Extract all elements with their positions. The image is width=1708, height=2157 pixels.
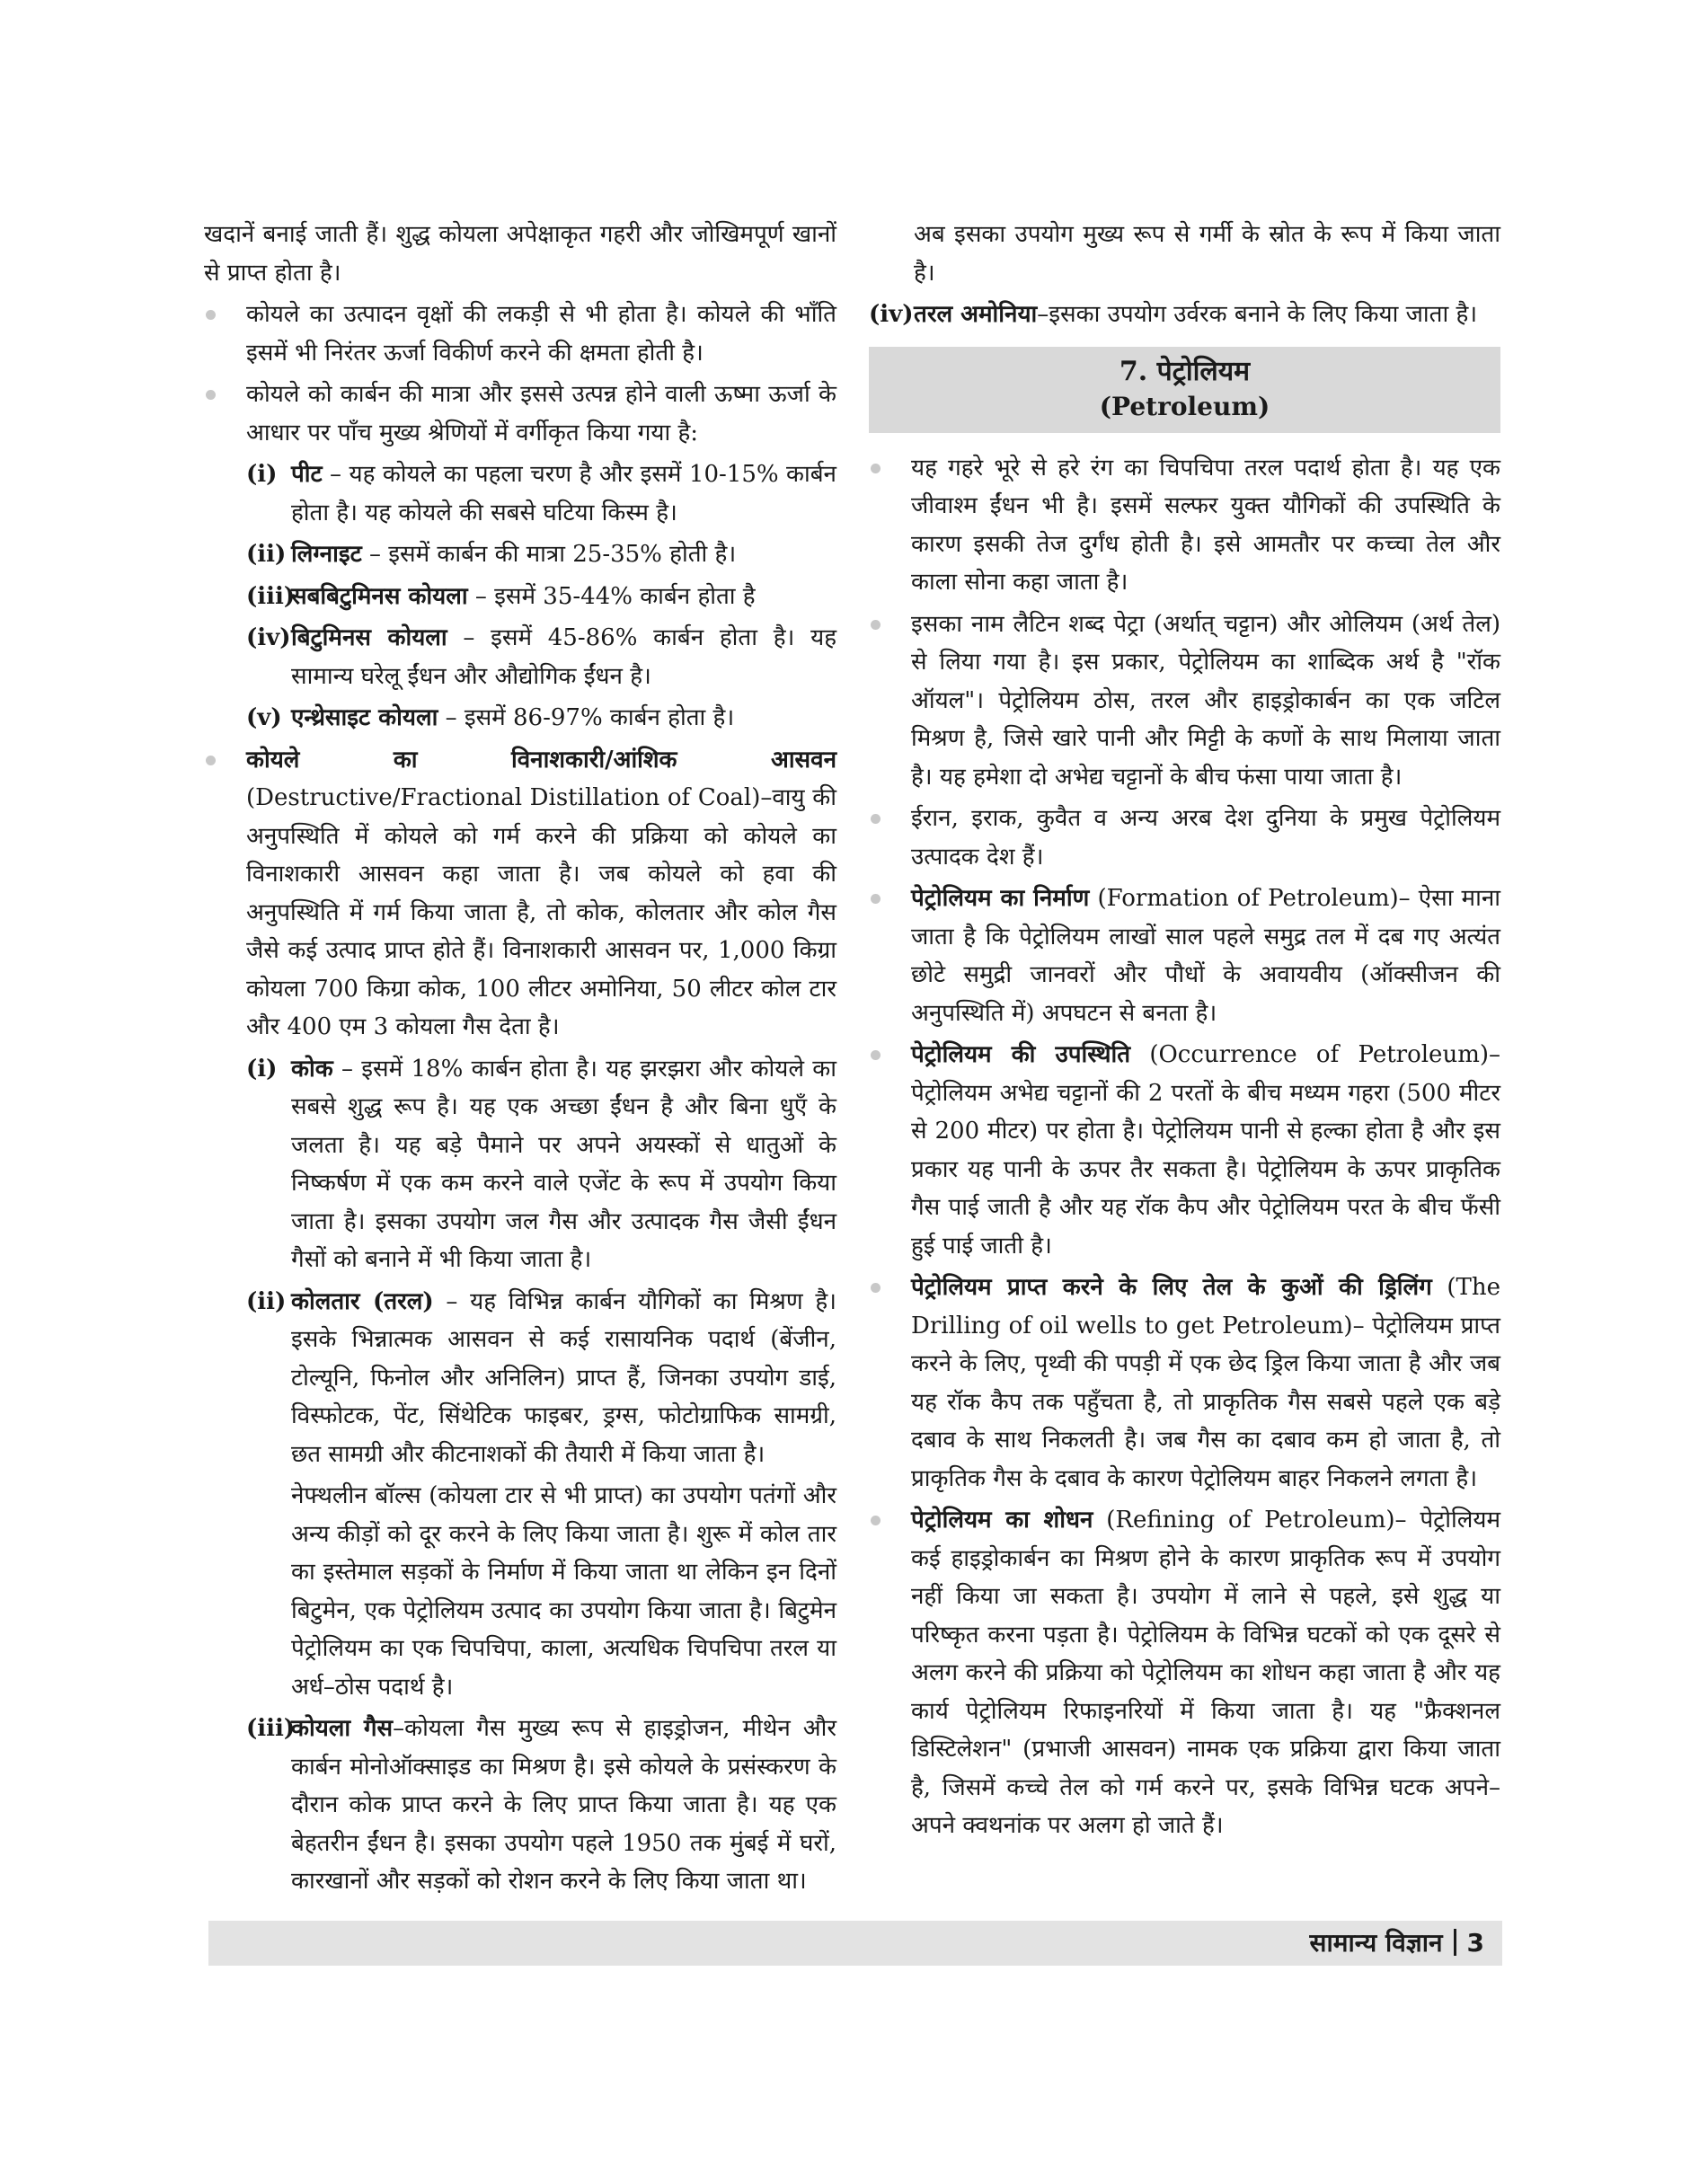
bullet-icon — [206, 756, 216, 765]
footer-subject: सामान्य विज्ञान — [1309, 1928, 1443, 1958]
list-item: कोयले का विनाशकारी/आंशिक आसवन (Destructive/Fractional Distillation of Coal)–वायु की अनुपस्थिति में कोयले को गर्म करने की प्रक्रिया को कोयले का विनाशकारी आसवन कहा जाता है। जब कोयले को हवा की अनुपस्थिति में गर्म किया जाता है, तो कोक, कोलतार और कोल गैस जैसे कई उत्पाद प्राप्त होते हैं। विनाशकारी आसवन पर, 1,000 किग्रा कोयला 700 किग्रा कोक, 100 लीटर अमोनिया, 50 लीटर कोल टार और 400 एम 3 कोयला गैस देता है। — [204, 741, 836, 1047]
coaltar-extra-paragraph: नेफ्थलीन बॉल्स (कोयला टार से भी प्राप्त) का उपयोग पतंगों और अन्य कीड़ों को दूर करने के लिए किया जाता है। शुरू में कोल तार का इस्तेमाल सड़कों के निर्माण में किया जाता था लेकिन इन दिनों बिटुमेन, एक पेट्रोलियम उत्पाद का उपयोग किया जाता है। बिटुमेन पेट्रोलियम का एक चिपचिपा, काला, अत्यधिक चिपचिपा तरल या अर्ध–ठोस पदार्थ है। — [291, 1482, 836, 1701]
bullet-icon — [871, 620, 881, 630]
coal-product-item: (iv) तरल अमोनिया–इसका उपयोग उर्वरक बनाने के लिए किया जाता है। — [869, 301, 1478, 328]
footer-divider — [1454, 1929, 1456, 1956]
bullet-icon — [871, 1516, 881, 1525]
section-subtitle: (Petroleum) — [1099, 391, 1270, 421]
coal-type-item: (v) एन्थ्रेसाइट कोयला – इसमें 86-97% कार्बन होता है। — [246, 704, 735, 731]
right-column — [869, 216, 1500, 1849]
list-item: पेट्रोलियम का शोधन (Refining of Petroleum)– पेट्रोलियम कई हाइड्रोकार्बन का मिश्रण होने के कारण प्राकृतिक रूप में उपयोग नहीं किया जा सकता है। उपयोग में लाने से पहले, इसे शुद्ध या परिष्कृत करना पड़ता है। पेट्रोलियम के विभिन्न घटकों को एक दूसरे से अलग करने की प्रक्रिया को पेट्रोलियम का शोधन कहा जाता है और यह कार्य पेट्रोलियम रिफाइनरियों में किया जाता है। यह "फ्रैक्शनल डिस्टिलेशन" (प्रभाजी आसवन) नामक एक प्रक्रिया द्वारा किया जाता है, जिसमें कच्चे तेल को गर्म करने पर, इसके विभिन्न घटक अपने–अपने क्वथनांक पर अलग हो जाते हैं। — [869, 1501, 1500, 1845]
section-title: 7. पेट्रोलियम — [1119, 355, 1251, 387]
list-item: यह गहरे भूरे से हरे रंग का चिपचिपा तरल पदार्थ होता है। यह एक जीवाश्म ईंधन भी है। इसमें सल्फर युक्त यौगिकों की उपस्थिति के कारण इसकी तेज दुर्गंध होती है। इसे आमतौर पर कच्चा तेल और काला सोना कहा जाता है। — [869, 449, 1500, 602]
footer-label — [1310, 1924, 1484, 1962]
list-item: ईरान, इराक, कुवैत व अन्य अरब देश दुनिया के प्रमुख पेट्रोलियम उत्पादक देश हैं। — [869, 800, 1500, 876]
coal-type-item: (ii) लिग्नाइट – इसमें कार्बन की मात्रा 25-35% होती है। — [246, 541, 737, 568]
list-item: कोयले का उत्पादन वृक्षों की लकड़ी से भी होता है। कोयले की भाँति इसमें भी निरंतर ऊर्जा विकीर्ण करने की क्षमता होती है। — [204, 296, 836, 372]
bullet-icon — [871, 814, 881, 824]
coal-type-item: (i) पीट – यह कोयले का पहला चरण है और इसमें 10-15% कार्बन होता है। यह कोयले की सबसे घटिया किस्म है। — [246, 461, 836, 526]
left-column — [204, 216, 836, 1905]
coal-type-item: (iii) सबबिटुमिनस कोयला – इसमें 35-44% कार्बन होता है — [246, 582, 756, 610]
list-item: इसका नाम लैटिन शब्द पेट्रा (अर्थात् चट्टान) और ओलियम (अर्थ तेल) से लिया गया है। इस प्रकार, पेट्रोलियम का शाब्दिक अर्थ है "रॉक ऑयल"। पेट्रोलियम ठोस, तरल और हाइड्रोकार्बन का एक जटिल मिश्रण है, जिसे खारे पानी और मिट्टी के कणों के साथ मिलाया जाता है। यह हमेशा दो अभेद्य चट्टानों के बीच फंसा पाया जाता है। — [869, 606, 1500, 797]
coal-product-item: (iii) कोयला गैस–कोयला गैस मुख्य रूप से हाइड्रोजन, मीथेन और कार्बन मोनोऑक्साइड का मिश्रण है। इसे कोयले के प्रसंस्करण के दौरान कोक प्राप्त करने के लिए प्राप्त किया जाता है। यह एक बेहतरीन ईंधन है। इसका उपयोग पहले 1950 तक मुंबई में घरों, कारखानों और सड़कों को रोशन करने के लिए किया जाता था। — [246, 1715, 836, 1895]
bullet-icon — [871, 464, 881, 473]
coal-product-item: (ii) कोलतार (तरल) – यह विभिन्न कार्बन यौगिकों का मिश्रण है। इसके भिन्नात्मक आसवन से कई रासायनिक पदार्थ (बेंजीन, टोल्यूनि, फिनोल और अनिलिन) प्राप्त हैं, जिनका उपयोग डाई, विस्फोटक, पेंट, सिंथेटिक फाइबर, ड्रग्स, फोटोग्राफिक सामग्री, छत सामग्री और कीटनाशकों की तैयारी में किया जाता है। — [246, 1287, 836, 1468]
bullet-icon — [871, 1283, 881, 1293]
list-item: पेट्रोलियम की उपस्थिति (Occurrence of Petroleum)–पेट्रोलियम अभेद्य चट्टानों की 2 परतों के बीच मध्यम गहरा (500 मीटर से 200 मीटर) पर होता है। पेट्रोलियम पानी से हल्का होता है और इस प्रकार यह पानी के ऊपर तैर सकता है। पेट्रोलियम के ऊपर प्राकृतिक गैस पाई जाती है और यह रॉक कैप और पेट्रोलियम परत के बीच फँसी हुई पाई जाती है। — [869, 1036, 1500, 1265]
bullet-icon — [871, 894, 881, 904]
intro-paragraph: खदानें बनाई जाती हैं। शुद्ध कोयला अपेक्षाकृत गहरी और जोखिमपूर्ण खानों से प्राप्त होता है। — [204, 221, 836, 287]
page-number: 3 — [1466, 1928, 1484, 1958]
coal-type-item: (iv) बिटुमिनस कोयला – इसमें 45-86% कार्बन होता है। यह सामान्य घरेलू ईंधन और औद्योगिक ईंधन है। — [246, 624, 836, 690]
list-item: पेट्रोलियम प्राप्त करने के लिए तेल के कुओं की ड्रिलिंग (The Drilling of oil wells to get Petroleum)– पेट्रोलियम प्राप्त करने के लिए, पृथ्वी की पपड़ी में एक छेद ड्रिल किया जाता है और जब यह रॉक कैप तक पहुँचता है, तो प्राकृतिक गैस सबसे पहले एक बड़े दबाव के साथ निकलती है। जब गैस का दबाव कम हो जाता है, तो प्राकृतिक गैस के दबाव के कारण पेट्रोलियम बाहर निकलने लगता है। — [869, 1269, 1500, 1498]
bullet-icon — [206, 390, 216, 400]
bullet-icon — [206, 310, 216, 320]
coal-product-item: (i) कोक – इसमें 18% कार्बन होता है। यह झरझरा और कोयले का सबसे शुद्ध रूप है। यह एक अच्छा ईंधन है और बिना धुएँ के जलता है। यह बड़े पैमाने पर अपने अयस्कों से धातुओं के निष्कर्षण में एक कम करने वाले एजेंट के रूप में उपयोग किया जाता है। इसका उपयोग जल गैस और उत्पादक गैस जैसी ईंधन गैसों को बनाने में भी किया जाता है। — [246, 1055, 836, 1273]
continued-paragraph: अब इसका उपयोग मुख्य रूप से गर्मी के स्रोत के रूप में किया जाता है। — [914, 221, 1500, 287]
list-item: पेट्रोलियम का निर्माण (Formation of Petroleum)– ऐसा माना जाता है कि पेट्रोलियम लाखों साल पहले समुद्र तल में दब गए अत्यंत छोटे समुद्री जानवरों और पौधों के अवायवीय (ऑक्सीजन की अनुपस्थिति में) अपघटन से बनता है। — [869, 880, 1500, 1032]
list-item: कोयले को कार्बन की मात्रा और इससे उत्पन्न होने वाली ऊष्मा ऊर्जा के आधार पर पाँच मुख्य श्रेणियों में वर्गीकृत किया गया है: — [204, 376, 836, 452]
bullet-icon — [871, 1050, 881, 1060]
section-heading — [869, 347, 1500, 433]
page-footer — [208, 1921, 1502, 1966]
